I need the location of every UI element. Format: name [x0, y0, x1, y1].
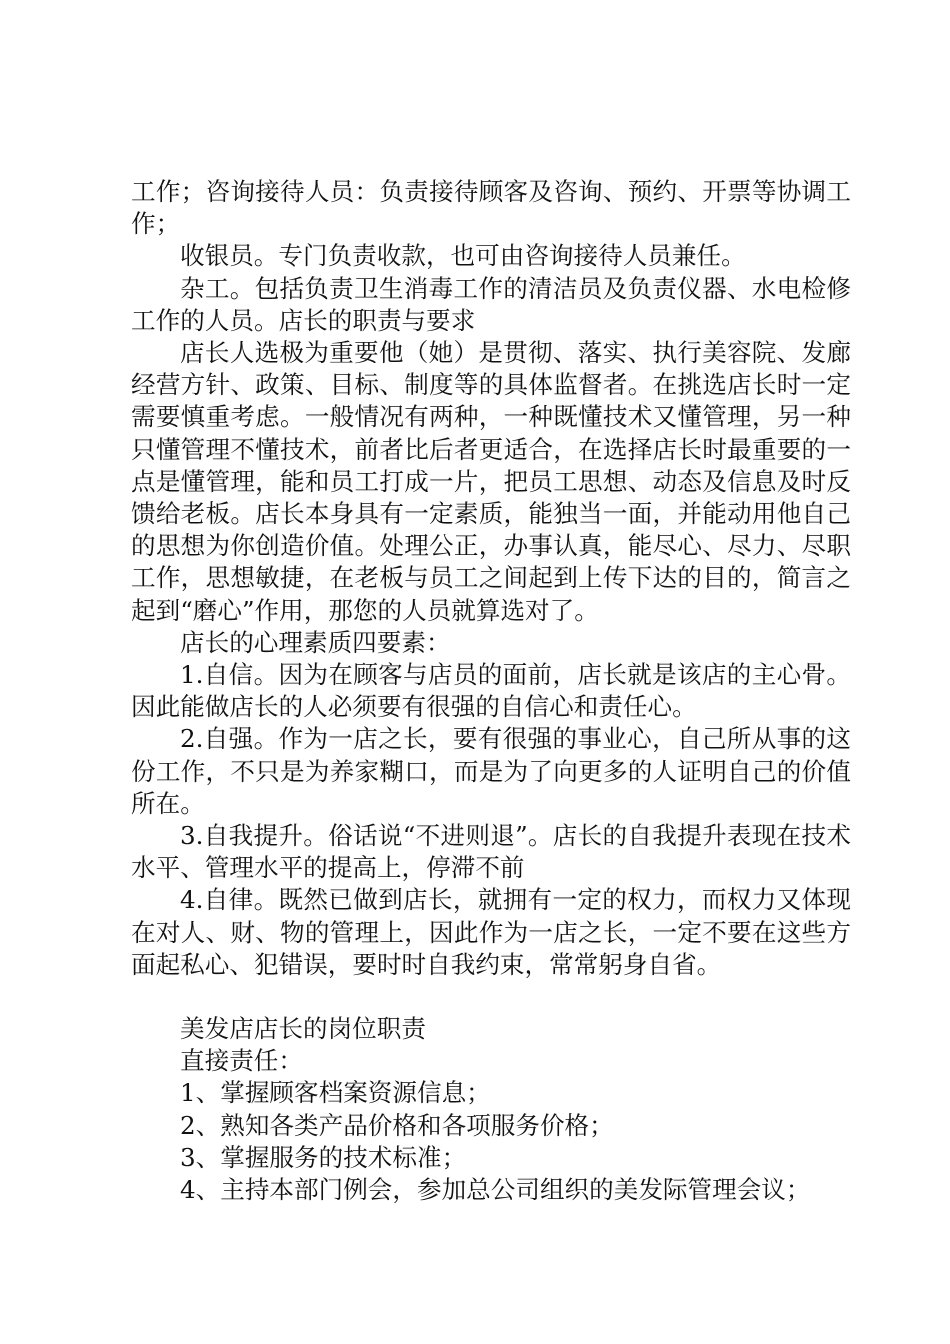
paragraph-manager-selection: 店长人选极为重要他（她）是贯彻、落实、执行美容院、发廊经营方针、政策、目标、制度等的具体监督者。在挑选店长时一定需要慎重考虑。一般情况有两种，一种既懂技术又懂管理，另一种只懂管理不懂技术，前者比后者更适合，在选择店长时最重要的一点是懂管理，能和员工打成一片，把员工思想、动态及信息及时反馈给老板。店长本身具有一定素质，能独当一面，并能动用他自己的思想为你创造价值。处理公正，办事认真，能尽心、尽力、尽职工作，思想敏捷，在老板与员工之间起到上传下达的目的，简言之起到“磨心”作用，那您的人员就算选对了。 [131, 338, 851, 625]
paragraph-self-discipline: 4.自律。既然已做到店长，就拥有一定的权力，而权力又体现在对人、财、物的管理上，因此作为一店之长，一定不要在这些方面起私心、犯错误，要时时自我约束，常常躬身自省。 [131, 885, 851, 979]
paragraph-self-confidence: 1.自信。因为在顾客与店员的面前，店长就是该店的主心骨。因此能做店长的人必须要有很强的自信心和责任心。 [131, 660, 851, 722]
paragraph-self-strength: 2.自强。作为一店之长，要有很强的事业心，自己所从事的这份工作，不只是为养家糊口，而是为了向更多的人证明自己的价值所在。 [131, 724, 851, 818]
section-title: 美发店店长的岗位职责 [180, 1014, 426, 1044]
list-item: 2、熟知各类产品价格和各项服务价格； [180, 1110, 614, 1140]
paragraph-handyman: 杂工。包括负责卫生消毒工作的清洁员及负责仪器、水电检修工作的人员。店长的职责与要求 [131, 273, 851, 335]
paragraph-reception-duties: 工作；咨询接待人员：负责接待顾客及咨询、预约、开票等协调工作； [131, 177, 851, 239]
paragraph-psychological-qualities: 店长的心理素质四要素： [180, 627, 451, 657]
document-page [131, 176, 851, 1206]
list-item: 1、掌握顾客档案资源信息； [180, 1078, 491, 1108]
paragraph-self-improvement: 3.自我提升。俗话说“不进则退”。店长的自我提升表现在技术水平、管理水平的提高上，停滞不前 [131, 821, 851, 883]
section-spacer [131, 981, 851, 1013]
list-item: 3、掌握服务的技术标准； [180, 1142, 467, 1172]
paragraph-cashier: 收银员。专门负责收款，也可由咨询接待人员兼任。 [180, 241, 746, 271]
section-subtitle: 直接责任： [180, 1046, 303, 1076]
list-item: 4、主持本部门例会，参加总公司组织的美发际管理会议； [180, 1175, 811, 1205]
